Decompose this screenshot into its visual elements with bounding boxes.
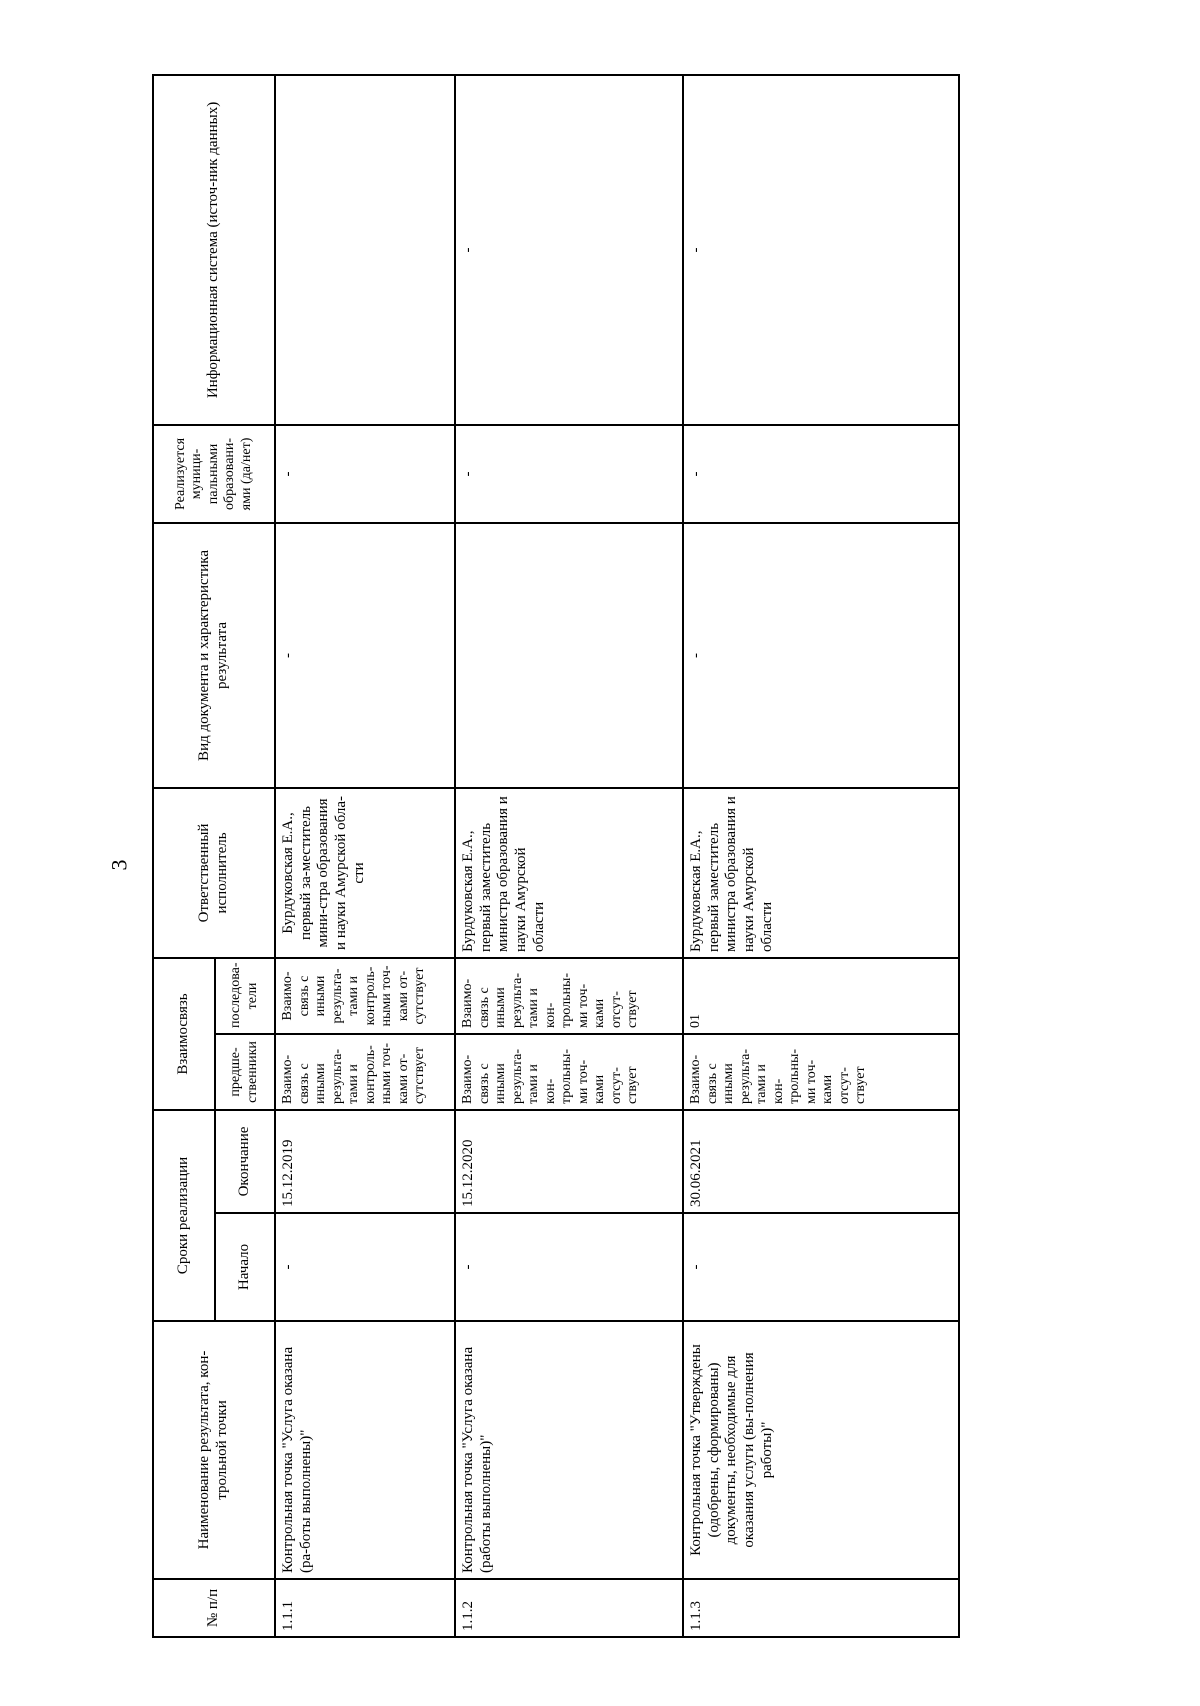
header-doc-type: Вид документа и характеристика результата: [153, 523, 275, 788]
row-info-system: -: [455, 75, 683, 425]
row-start: -: [455, 1213, 683, 1321]
row-end: 30.06.2021: [683, 1110, 959, 1213]
row-name: Контрольная точка "Утверждены (одобрены, сформированы) документы, необходимые для оказания услуги (вы-полнения работы)": [683, 1321, 959, 1579]
row-successors: Взаимо-связь с иными результа-тами и кон-трольны-ми точ-ками отсут-ствует: [455, 958, 683, 1034]
row-doc-type: [455, 523, 683, 788]
header-name: Наименование результата, кон-трольной точки: [153, 1321, 275, 1579]
header-responsible: Ответственный исполнитель: [153, 788, 275, 958]
control-points-table: [152, 74, 960, 1638]
row-municipal: -: [275, 425, 455, 523]
header-end: Окончание: [215, 1110, 275, 1213]
row-doc-type: -: [275, 523, 455, 788]
header-info-system: Информационная система (источ-ник данных): [153, 75, 275, 425]
row-municipal: -: [683, 425, 959, 523]
row-municipal: -: [455, 425, 683, 523]
header-start: Начало: [215, 1213, 275, 1321]
rotated-table-container: [152, 76, 958, 1638]
page-number: 3: [106, 859, 132, 871]
table-row: [683, 75, 959, 1637]
row-responsible: Бурдуковская Е.А., первый за-меститель мини-стра образования и науки Амурской обла-сти: [275, 788, 455, 958]
row-info-system: -: [683, 75, 959, 425]
row-successors: 01: [683, 958, 959, 1034]
header-successors: последова-тели: [215, 958, 275, 1034]
row-end: 15.12.2020: [455, 1110, 683, 1213]
header-terms: Сроки реализации: [153, 1110, 215, 1321]
row-num: 1.1.3: [683, 1579, 959, 1637]
row-name: Контрольная точка "Услуга оказана (работы выполнены)": [455, 1321, 683, 1579]
row-predecessors: Взаимо-связь с иными результа-тами и кон-трольны-ми точ-ками отсут-ствует: [683, 1034, 959, 1110]
row-num: 1.1.1: [275, 1579, 455, 1637]
row-predecessors: Взаимо-связь с иными результа-тами и контроль-ными точ-ками от-сутствует: [275, 1034, 455, 1110]
row-info-system: [275, 75, 455, 425]
row-name: Контрольная точка "Услуга оказана (ра-боты выполнены)": [275, 1321, 455, 1579]
row-predecessors: Взаимо-связь с иными результа-тами и кон-трольны-ми точ-ками отсут-ствует: [455, 1034, 683, 1110]
row-responsible: Бурдуковская Е.А., первый заместитель министра образования и науки Амурской области: [455, 788, 683, 958]
row-end: 15.12.2019: [275, 1110, 455, 1213]
header-relation: Взаимосвязь: [153, 958, 215, 1110]
header-num: № п/п: [153, 1579, 275, 1637]
row-start: -: [683, 1213, 959, 1321]
row-responsible: Бурдуковская Е.А., первый заместитель министра образования и науки Амурской области: [683, 788, 959, 958]
row-successors: Взаимо-связь с иными результа-тами и контроль-ными точ-ками от-сутствует: [275, 958, 455, 1034]
table-row: [455, 75, 683, 1637]
row-start: -: [275, 1213, 455, 1321]
row-num: 1.1.2: [455, 1579, 683, 1637]
row-doc-type: -: [683, 523, 959, 788]
header-municipal: Реализуется муници-пальными образовани-ями (да/нет): [153, 425, 275, 523]
header-predecessors: предше-ственники: [215, 1034, 275, 1110]
table-row: [275, 75, 455, 1637]
